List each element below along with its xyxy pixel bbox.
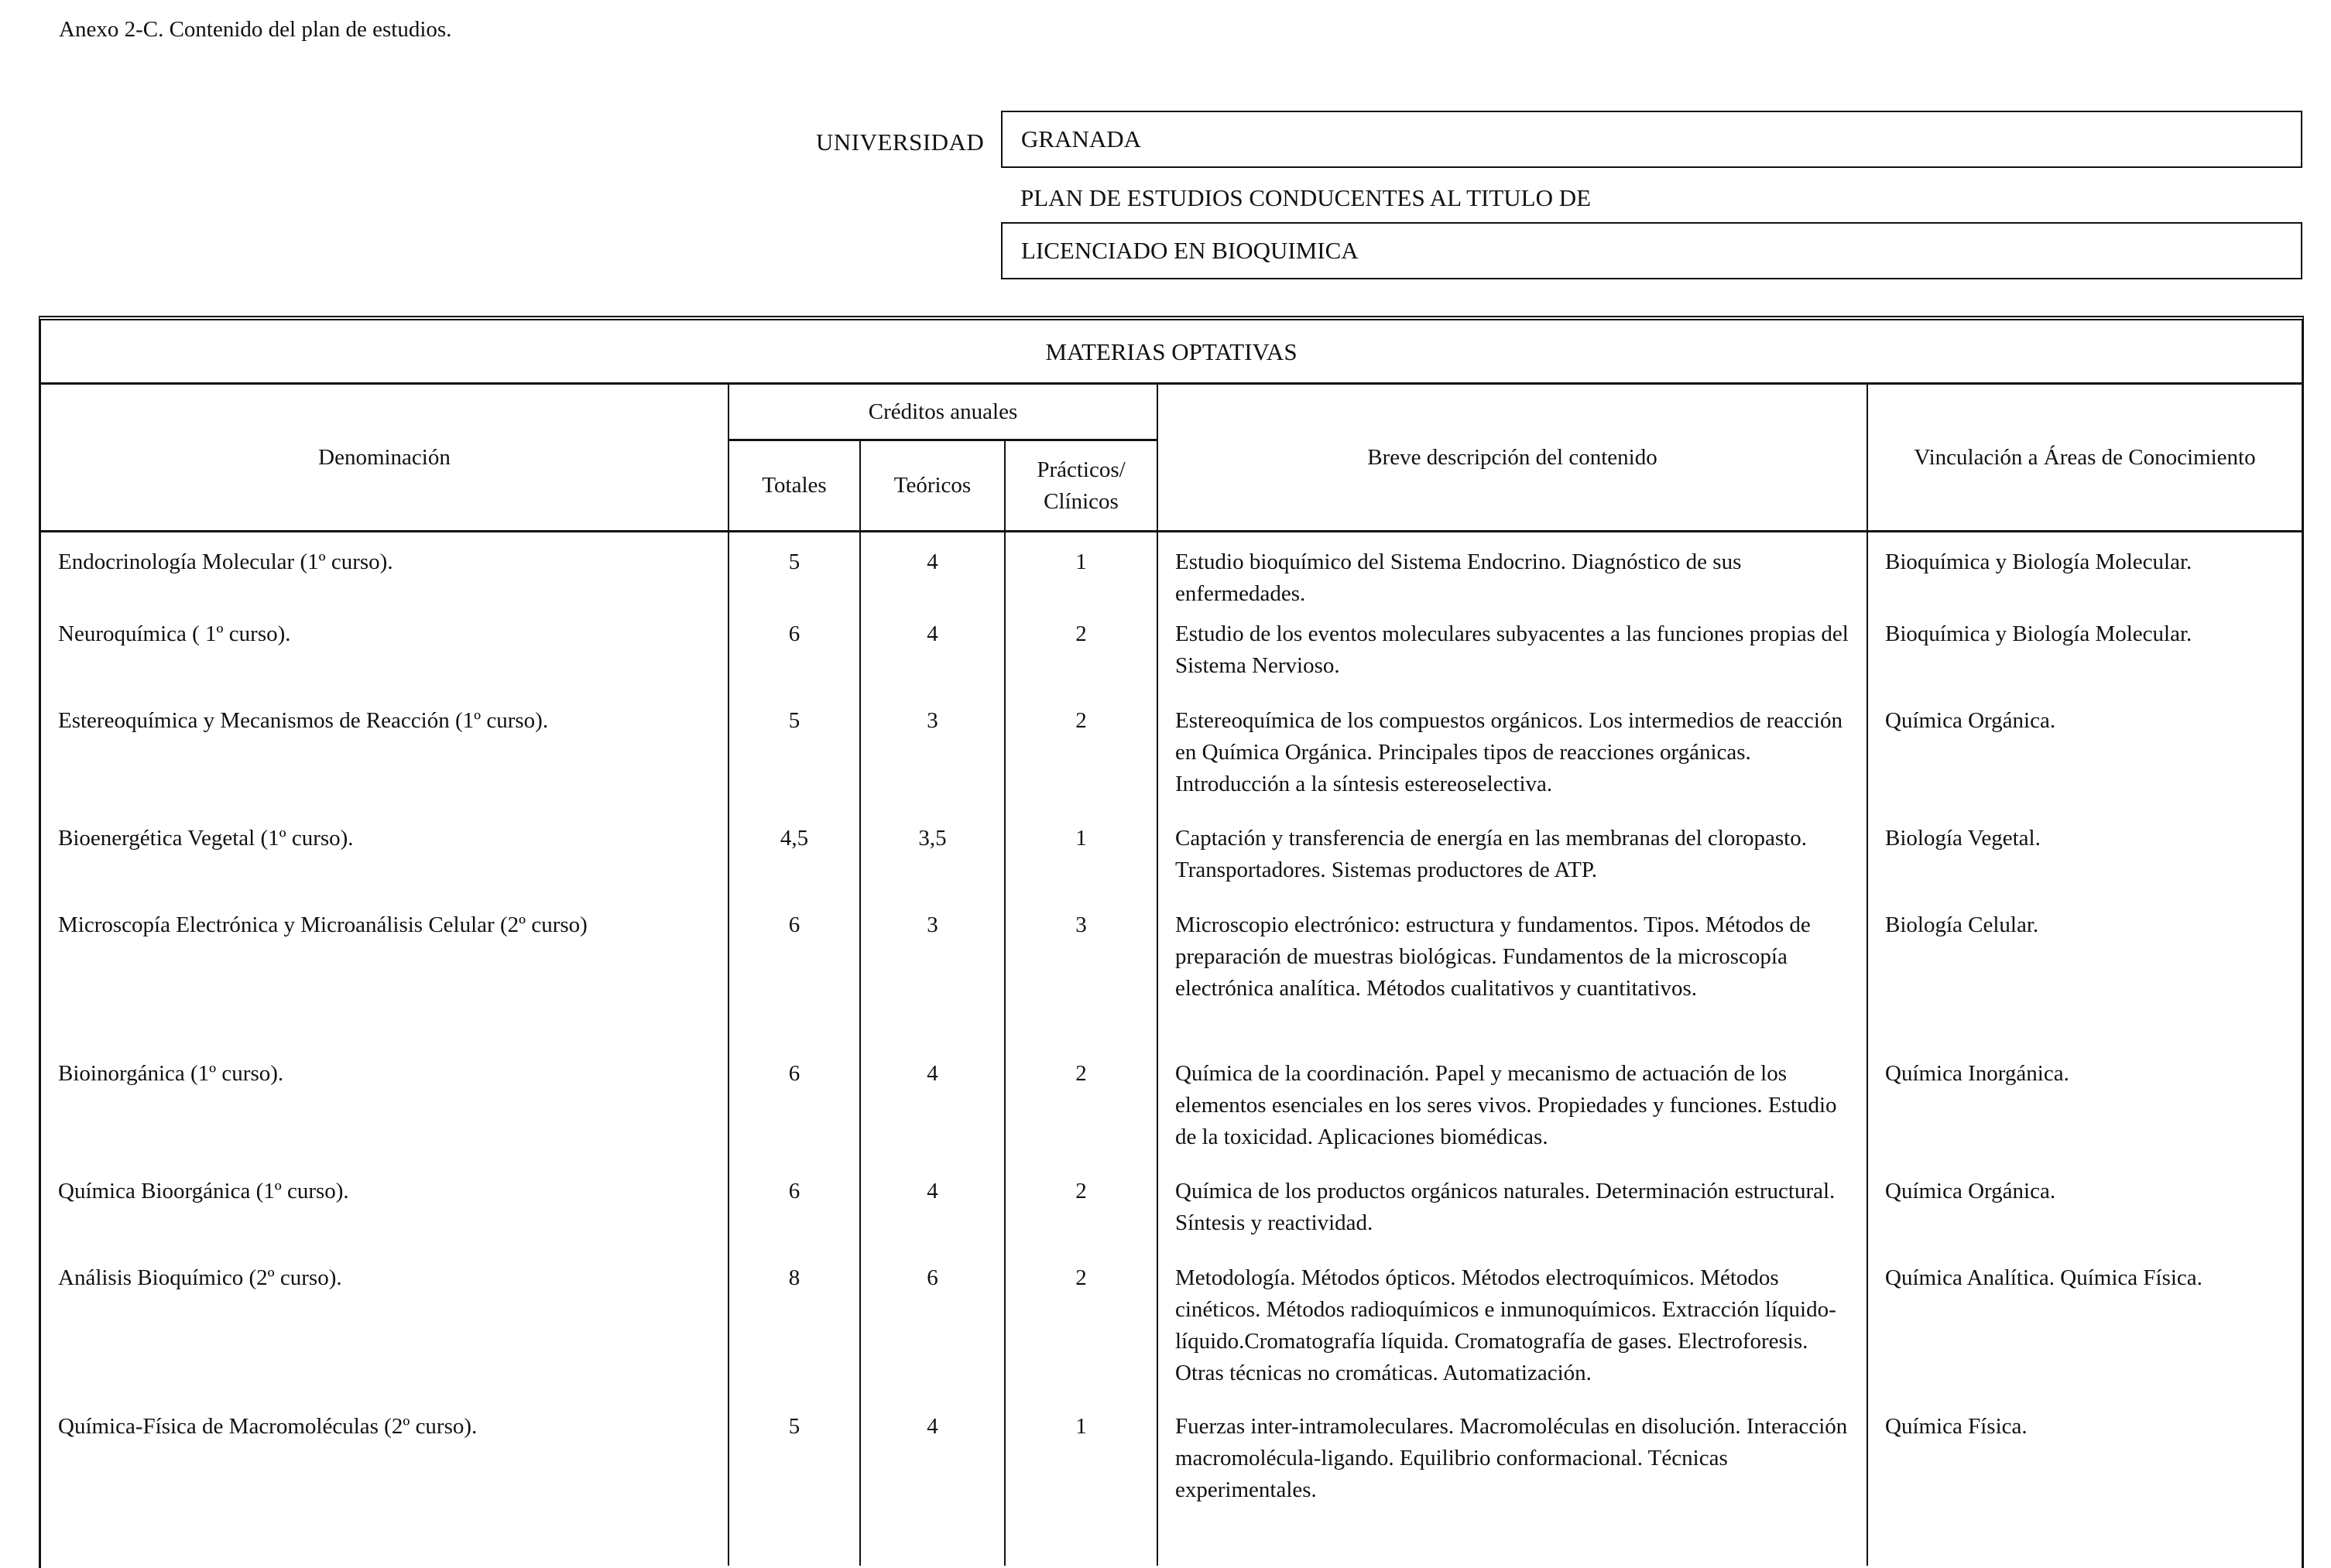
university-label: UNIVERSIDAD [816, 128, 985, 156]
table-row [41, 705, 2302, 823]
cell-area: Química Física. [1885, 1413, 2028, 1439]
cell-area: Biología Vegetal. [1885, 825, 2041, 851]
cell-teoricos: 3 [860, 909, 1005, 1058]
cell-descripcion: Captación y transferencia de energía en las membranas del cloropasto. Transportadores. Sistemas productores de ATP. [1157, 823, 1867, 909]
cell-teoricos: 4 [860, 1411, 1005, 1566]
table-row [41, 823, 2302, 909]
cell-teoricos: 3,5 [860, 823, 1005, 909]
cell-descripcion: Estudio de los eventos moleculares subyacentes a las funciones propias del Sistema Nervioso. [1157, 618, 1867, 705]
cell-totales: 5 [728, 1411, 860, 1566]
cell-descripcion: Estereoquímica de los compuestos orgánicos. Los intermedios de reacción en Química Orgánica. Principales tipos de reacciones orgánicas. Introducción a la síntesis estereoselectiva. [1157, 705, 1867, 823]
cell-denominacion: Química-Física de Macromoléculas (2º curso). [41, 1411, 728, 1566]
cell-teoricos: 4 [860, 532, 1005, 618]
cell-teoricos: 4 [860, 618, 1005, 705]
cell-descripcion: Fuerzas inter-intramoleculares. Macromoléculas en disolución. Interacción macromolécula-ligando. Equilibrio conformacional. Técnicas experimentales. [1157, 1411, 1867, 1566]
header-denominacion: Denominación [41, 384, 728, 532]
cell-descripcion: Metodología. Métodos ópticos. Métodos electroquímicos. Métodos cinéticos. Métodos radioquímicos e inmunoquímicos. Extracción líquido-líquido.Cromatografía líquida. Cromatografía de gases. Electroforesis. Otras técnicas no cromáticas. Automatización. [1157, 1262, 1867, 1411]
table-title: MATERIAS OPTATIVAS [41, 320, 2302, 384]
header-teoricos: Teóricos [860, 440, 1005, 532]
table-row [41, 1058, 2302, 1176]
cell-denominacion: Bioinorgánica (1º curso). [41, 1058, 728, 1176]
cell-totales: 5 [728, 532, 860, 618]
cell-area: Química Inorgánica. [1885, 1060, 2069, 1086]
annex-title: Anexo 2-C. Contenido del plan de estudios. [59, 17, 452, 42]
cell-totales: 4,5 [728, 823, 860, 909]
cell-denominacion: Bioenergética Vegetal (1º curso). [41, 823, 728, 909]
degree-field [1001, 222, 2302, 279]
header-descripcion: Breve descripción del contenido [1157, 384, 1867, 532]
cell-area: Química Orgánica. [1885, 707, 2056, 733]
cell-denominacion: Endocrinología Molecular (1º curso). [41, 532, 728, 618]
cell-totales: 6 [728, 618, 860, 705]
cell-teoricos: 3 [860, 705, 1005, 823]
cell-denominacion: Neuroquímica ( 1º curso). [41, 618, 728, 705]
cell-teoricos: 4 [860, 1176, 1005, 1262]
cell-practicos: 1 [1005, 532, 1157, 618]
cell-practicos: 1 [1005, 823, 1157, 909]
header-totales: Totales [728, 440, 860, 532]
table-row [41, 909, 2302, 1058]
table-row [41, 532, 2302, 618]
cell-practicos: 2 [1005, 1262, 1157, 1411]
cell-denominacion: Análisis Bioquímico (2º curso). [41, 1262, 728, 1411]
cell-area: Química Orgánica. [1885, 1178, 2056, 1203]
table-row [41, 1176, 2302, 1262]
cell-totales: 5 [728, 705, 860, 823]
cell-practicos: 1 [1005, 1411, 1157, 1566]
table-row [41, 618, 2302, 705]
table-row [41, 1411, 2302, 1566]
cell-teoricos: 4 [860, 1058, 1005, 1176]
cell-descripcion: Microscopio electrónico: estructura y fundamentos. Tipos. Métodos de preparación de muestras biológicas. Fundamentos de la microscopía electrónica analítica. Métodos cualitativos y cuantitativos. [1157, 909, 1867, 1058]
cell-totales: 6 [728, 1058, 860, 1176]
cell-totales: 6 [728, 1176, 860, 1262]
cell-totales: 8 [728, 1262, 860, 1411]
header-creditos: Créditos anuales [728, 384, 1157, 440]
cell-practicos: 2 [1005, 705, 1157, 823]
plan-label: PLAN DE ESTUDIOS CONDUCENTES AL TITULO DE [1020, 184, 1592, 211]
cell-denominacion: Estereoquímica y Mecanismos de Reacción (1º curso). [41, 705, 728, 823]
cell-area: Biología Celular. [1885, 912, 2039, 937]
cell-descripcion: Química de la coordinación. Papel y mecanismo de actuación de los elementos esenciales en los seres vivos. Propiedades y funciones. Estudio de la toxicidad. Aplicaciones biomédicas. [1157, 1058, 1867, 1176]
cell-practicos: 2 [1005, 1058, 1157, 1176]
cell-area: Bioquímica y Biología Molecular. [1885, 549, 2192, 574]
cell-descripcion: Química de los productos orgánicos naturales. Determinación estructural. Síntesis y reactividad. [1157, 1176, 1867, 1262]
cell-denominacion: Microscopía Electrónica y Microanálisis Celular (2º curso) [41, 909, 728, 1058]
header-vinculacion: Vinculación a Áreas de Conocimiento [1867, 384, 2302, 532]
university-field [1001, 111, 2302, 168]
header-practicos: Prácticos/ Clínicos [1005, 440, 1157, 532]
cell-area: Bioquímica y Biología Molecular. [1885, 621, 2192, 646]
cell-practicos: 3 [1005, 909, 1157, 1058]
cell-totales: 6 [728, 909, 860, 1058]
cell-denominacion: Química Bioorgánica (1º curso). [41, 1176, 728, 1262]
university-value: GRANADA [1021, 125, 1141, 152]
degree-value: LICENCIADO EN BIOQUIMICA [1021, 237, 1359, 264]
cell-teoricos: 6 [860, 1262, 1005, 1411]
cell-practicos: 2 [1005, 618, 1157, 705]
cell-area: Química Analítica. Química Física. [1885, 1265, 2202, 1290]
cell-practicos: 2 [1005, 1176, 1157, 1262]
table-row [41, 1262, 2302, 1411]
optional-subjects-table [39, 316, 2304, 1568]
cell-descripcion: Estudio bioquímico del Sistema Endocrino. Diagnóstico de sus enfermedades. [1157, 532, 1867, 618]
